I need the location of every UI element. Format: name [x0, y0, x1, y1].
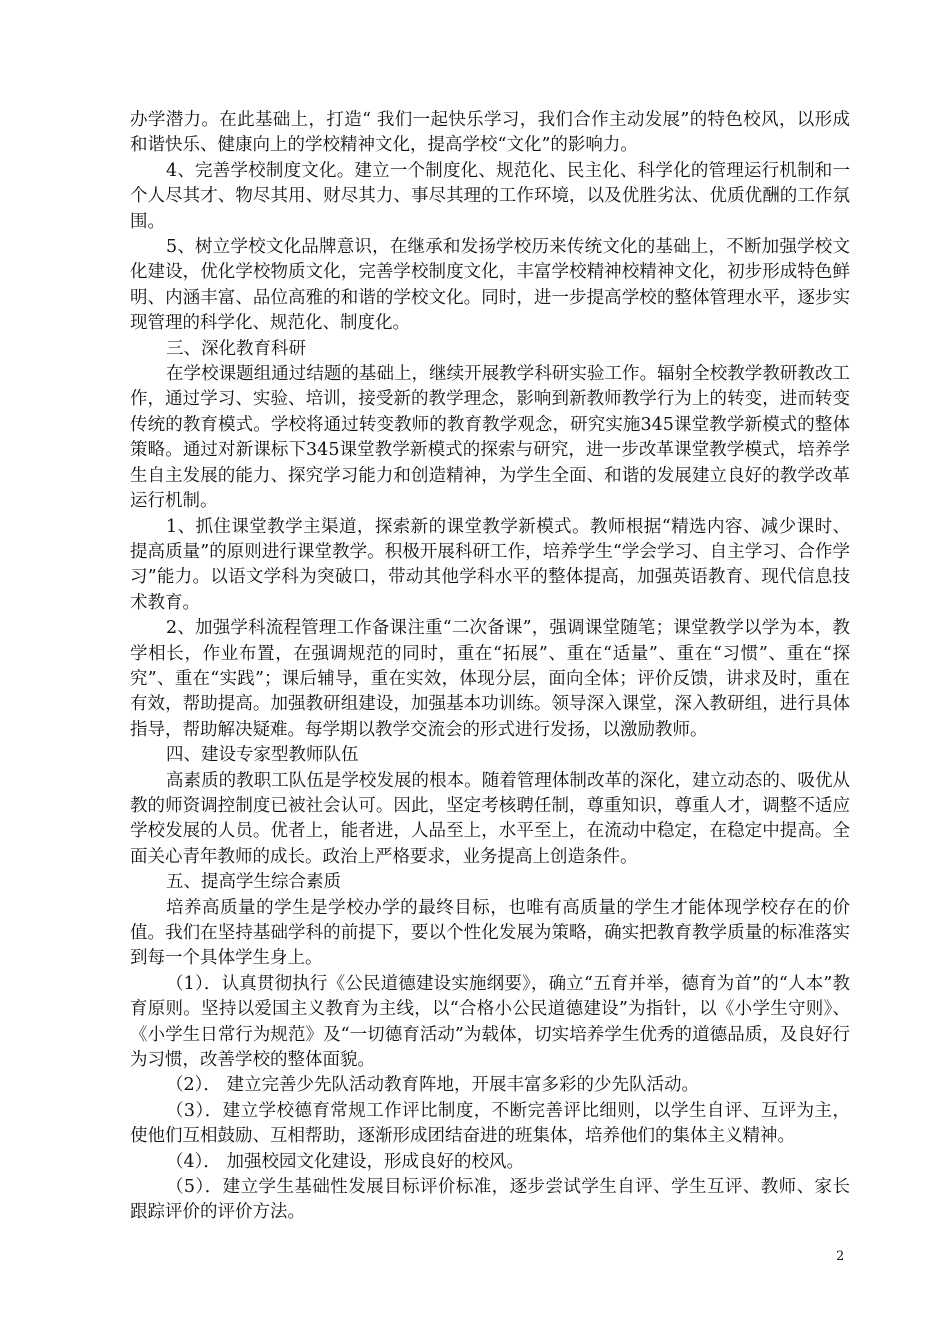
paragraph: 培养高质量的学生是学校办学的最终目标，也唯有高质量的学生才能体现学校存在的价值。我们在坚持基础学科的前提下，要以个性化发展为策略，确实把教育教学质量的标准落实到每一个具体学生身上。	[130, 897, 850, 969]
paragraph: （1）．认真贯彻执行《公民道德建设实施纲要》，确立“五育并举，德育为首”的“人本”教育原则。坚持以爱国主义教育为主线，以“合格小公民道德建设”为指针，以《小学生守则》、《小学生日常行为规范》及“一切德育活动”为载体，切实培养学生优秀的道德品质，及良好行为习惯，改善学校的整体面貌。	[130, 973, 850, 1071]
paragraph: （5）．建立学生基础性发展目标评价标准，逐步尝试学生自评、学生互评、教师、家长跟踪评价的评价方法。	[130, 1177, 850, 1223]
paragraph: （2）． 建立完善少先队活动教育阵地，开展丰富多彩的少先队活动。	[166, 1075, 699, 1096]
section-heading: 三、深化教育科研	[166, 338, 306, 359]
paragraph: 1、抓住课堂教学主渠道，探索新的课堂教学新模式。教师根据“精选内容、减少课时、提高质量”的原则进行课堂教学。积极开展科研工作，培养学生“学会学习、自主学习、合作学习”能力。以语文学科为突破口，带动其他学科水平的整体提高，加强英语教育、现代信息技术教育。	[130, 516, 850, 613]
paragraph: （3）．建立学校德育常规工作评比制度，不断完善评比细则，以学生自评、互评为主，使他们互相鼓励、互相帮助，逐渐形成团结奋进的班集体，培养他们的集体主义精神。	[130, 1100, 850, 1147]
paragraph-continuation: 办学潜力。在此基础上，打造“ 我们一起快乐学习，我们合作主动发展”的特色校风，以形成和谐快乐、健康向上的学校精神文化，提高学校“文化”的影响力。	[130, 110, 850, 156]
paragraph: 4、完善学校制度文化。建立一个制度化、规范化、民主化、科学化的管理运行机制和一个人尽其才、物尽其用、财尽其力、事尽其理的工作环境，以及优胜劣汰、优质优酬的工作氛围。	[130, 160, 850, 232]
section-heading: 五、提高学生综合素质	[166, 872, 341, 893]
paragraph: 5、树立学校文化品牌意识，在继承和发扬学校历来传统文化的基础上，不断加强学校文化建设，优化学校物质文化，完善学校制度文化，丰富学校精神校精神文化，初步形成特色鲜明、内涵丰富、品位高雅的和谐的学校文化。同时，进一步提高学校的整体管理水平，逐步实现管理的科学化、规范化、制度化。	[130, 237, 850, 334]
section-heading: 四、建设专家型教师队伍	[166, 745, 359, 766]
paragraph: 在学校课题组通过结题的基础上，继续开展教学科研实验工作。辐射全校教学教研教改工作，通过学习、实验、培训，接受新的教学理念，影响到新教师教学行为上的转变，进而转变传统的教育模式。学校将通过转变教师的教育教学观念，研究实施345课堂教学新模式的整体策略。通过对新课标下345课堂教学新模式的探索与研究，进一步改革课堂教学模式，培养学生自主发展的能力、探究学习能力和创造精神，为学生全面、和谐的发展建立良好的教学改革运行机制。	[130, 364, 850, 512]
paragraph: 2、加强学科流程管理工作备课注重“二次备课”，强调课堂随笔；课堂教学以学为本，教学相长，作业布置，在强调规范的同时，重在“拓展”、重在“适量”、重在“习惯”、重在“探究”、重在“实践”；课后辅导，重在实效，体现分层，面向全体；评价反馈，讲求及时，重在有效，帮助提高。加强教研组建设，加强基本功训练。领导深入课堂，深入教研组，进行具体指导，帮助解决疑难。每学期以教学交流会的形式进行发扬，以激励教师。	[130, 618, 850, 740]
document-body	[130, 108, 850, 1226]
page-number: 2	[836, 1249, 845, 1264]
paragraph: （4）． 加强校园文化建设，形成良好的校风。	[166, 1151, 524, 1172]
paragraph: 高素质的教职工队伍是学校发展的根本。随着管理体制改革的深化，建立动态的、吸优从教的师资调控制度已被社会认可。因此，坚定考核聘任制，尊重知识，尊重人才，调整不适应学校发展的人员。优者上，能者进，人品至上，水平至上，在流动中稳定，在稳定中提高。全面关心青年教师的成长。政治上严格要求，业务提高上创造条件。	[130, 770, 850, 867]
